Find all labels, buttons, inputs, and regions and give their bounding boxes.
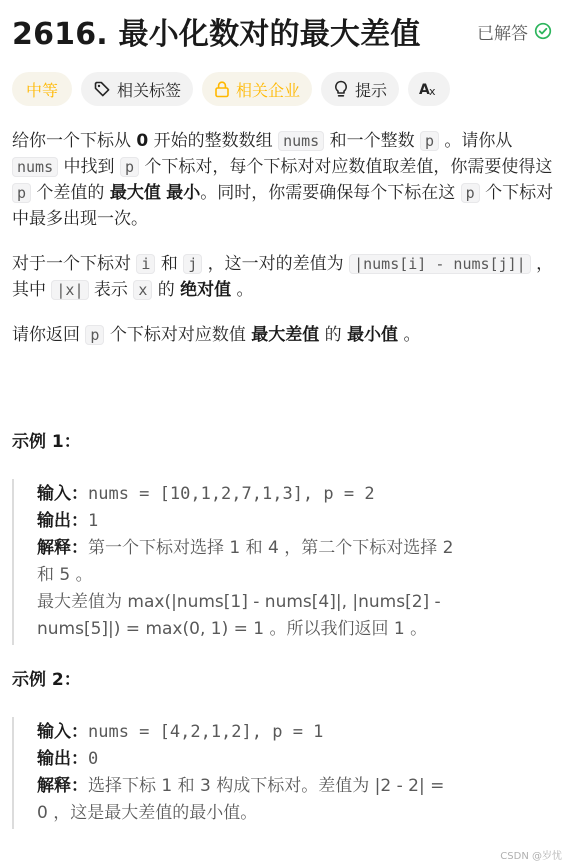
related-companies-button[interactable] [202, 72, 312, 106]
explain-text: 选择下标 1 和 3 构成下标对。差值为 |2 - 2| = [88, 776, 445, 796]
text: 请你返回 [12, 325, 86, 345]
text: ，其中 [12, 254, 554, 300]
tag-bar [12, 72, 558, 106]
lock-icon [214, 80, 230, 98]
inline-code: p [420, 131, 439, 151]
problem-description [12, 128, 558, 829]
example-1-block [12, 479, 558, 645]
text: 开始的整数数组 [148, 131, 279, 151]
spacer [12, 693, 558, 717]
example-2-output-line [37, 746, 558, 773]
text: 个下标对，每个下标对对应数值取差值，你需要使得这 [138, 157, 553, 177]
spacer [12, 645, 558, 667]
inline-code: x [133, 280, 152, 300]
inline-code: p [461, 183, 480, 203]
example-2-explain-line [37, 773, 558, 800]
bold-text: 最小 [166, 183, 201, 203]
example-2-title: 示例 2： [12, 670, 81, 690]
output-value: 0 [88, 749, 99, 769]
text: 给你一个下标从 [12, 131, 137, 151]
example-1-output-line [37, 508, 558, 535]
explain-text: 和 5 。 [37, 565, 93, 585]
spacer [12, 367, 558, 429]
text: 和一个整数 [324, 131, 420, 151]
text: 表示 [88, 280, 134, 300]
explain-text: 最大差值为 max(|nums[1] - nums[4]|, |nums[2] - [37, 592, 441, 612]
inline-code: i [136, 254, 155, 274]
inline-code: p [12, 183, 31, 203]
description-paragraph-2 [12, 251, 558, 303]
problem-title: 2616. 最小化数对的最大差值 [12, 17, 421, 52]
difficulty-badge[interactable] [12, 72, 72, 106]
example-2-block [12, 717, 558, 829]
related-tags-button[interactable] [81, 72, 193, 106]
tag-icon [93, 80, 111, 98]
translate-button[interactable] [408, 72, 450, 106]
explain-text: nums[5]|) = max(0, 1) = 1 。所以我们返回 1 。 [37, 619, 428, 639]
related-tags-label: 相关标签 [117, 80, 182, 100]
text: 。同时，你需要确保每个下标在这 [200, 183, 461, 203]
inline-code: p [120, 157, 139, 177]
csdn-watermark: CSDN @岁忧 [500, 851, 562, 862]
description-paragraph-3 [12, 322, 558, 348]
text: 的 [319, 325, 348, 345]
text: 个下标对对应数值 [104, 325, 252, 345]
input-value: nums = [4,2,1,2], p = 1 [88, 722, 324, 742]
example-1-title: 示例 1： [12, 432, 81, 452]
text: 。 [398, 325, 421, 345]
output-label: 输出： [37, 749, 88, 769]
title-row [12, 0, 558, 62]
inline-code: |x| [51, 280, 88, 300]
text: 个下标对中最多出现一次。 [12, 183, 554, 229]
output-value: 1 [88, 511, 99, 531]
text: 中找到 [58, 157, 120, 177]
text: ，这一对的差值为 [202, 254, 350, 274]
explain-label: 解释： [37, 538, 88, 558]
text: 。请你从 [439, 131, 513, 151]
text: 对于一个下标对 [12, 254, 137, 274]
text: 的 [152, 280, 181, 300]
hint-label: 提示 [355, 80, 388, 100]
input-label: 输入： [37, 722, 88, 742]
text: 和 [155, 254, 184, 274]
hint-button[interactable] [321, 72, 399, 106]
difficulty-label: 中等 [26, 80, 59, 100]
svg-text:x: x [429, 85, 436, 98]
solved-label: 已解答 [477, 23, 528, 44]
bold-text: 最大差值 [251, 325, 320, 345]
description-paragraph-1 [12, 128, 558, 232]
input-value: nums = [10,1,2,7,1,3], p = 2 [88, 484, 375, 504]
inline-code: nums [278, 131, 324, 151]
example-1-input-line [37, 481, 558, 508]
inline-code: j [183, 254, 202, 274]
explain-text: 0 ，这是最大差值的最小值。 [37, 803, 258, 823]
lightbulb-icon [333, 80, 349, 98]
solved-status[interactable] [477, 19, 558, 44]
bold-text: 最大值 [109, 183, 161, 203]
explain-label: 解释： [37, 776, 88, 796]
input-label: 输入： [37, 484, 88, 504]
check-circle-icon [534, 22, 552, 40]
text: 个差值的 [31, 183, 110, 203]
related-companies-label: 相关企业 [236, 80, 301, 100]
spacer [12, 455, 558, 479]
translate-icon [419, 80, 439, 98]
bold-text: 最小值 [347, 325, 399, 345]
text: 。 [231, 280, 254, 300]
explain-text: 第一个下标对选择 1 和 4 ，第二个下标对选择 2 [88, 538, 454, 558]
bold-text: 绝对值 [180, 280, 232, 300]
inline-code: nums [12, 157, 58, 177]
example-1-explain-line [37, 535, 558, 562]
inline-code: p [85, 325, 104, 345]
zero-bold: 0 [136, 131, 149, 151]
inline-code: |nums[i] - nums[j]| [349, 254, 531, 274]
output-label: 输出： [37, 511, 88, 531]
svg-text:A: A [419, 82, 430, 98]
example-2-input-line [37, 719, 558, 746]
